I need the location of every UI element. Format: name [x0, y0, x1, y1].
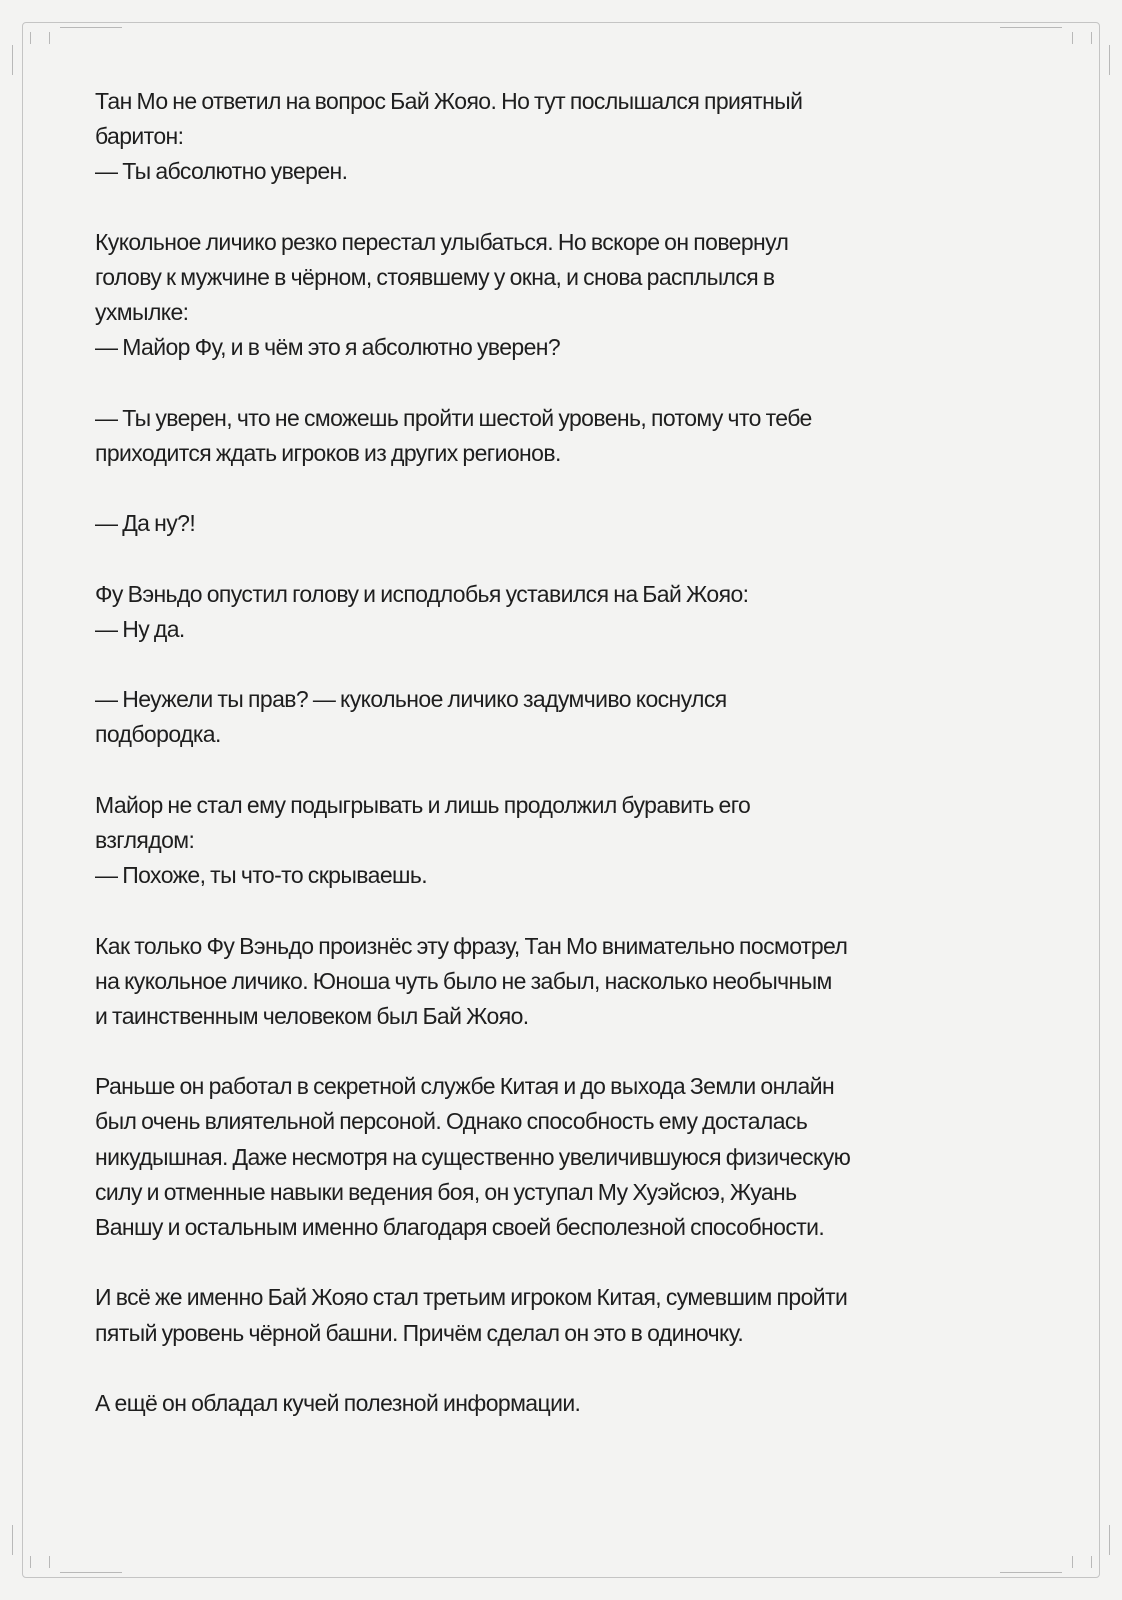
text-line: взглядом: — [95, 826, 195, 853]
corner-ornament — [30, 32, 50, 44]
text-line: приходится ждать игроков из других регионов. — [95, 439, 561, 466]
text-line: был очень влиятельной персоной. Однако способность ему досталась — [95, 1108, 808, 1135]
corner-ornament — [12, 45, 13, 75]
text-line: Фу Вэньдо опустил голову и исподлобья уставился на Бай Жояо: — [95, 580, 749, 607]
text-line: — Майор Фу, и в чём это я абсолютно уверен? — [95, 334, 561, 361]
corner-ornament — [60, 1572, 122, 1573]
text-line: — Похоже, ты что-то скрываешь. — [95, 862, 428, 889]
text-line: А ещё он обладал кучей полезной информации. — [95, 1389, 581, 1416]
paragraph-gap — [95, 753, 1055, 788]
text-line: на кукольное личико. Юноша чуть было не забыл, насколько необычным — [95, 967, 832, 994]
text-line: ухмылке: — [95, 299, 189, 326]
corner-ornament — [1109, 45, 1110, 75]
corner-ornament — [1109, 1525, 1110, 1555]
corner-ornament — [1072, 1556, 1092, 1568]
paragraph-gap — [95, 541, 1055, 576]
paragraph-gap — [95, 893, 1055, 928]
paragraph-gap — [95, 1034, 1055, 1069]
text-line: пятый уровень чёрной башни. Причём сделал он это в одиночку. — [95, 1319, 744, 1346]
text-line: И всё же именно Бай Жояо стал третьим игроком Китая, сумевшим пройти — [95, 1284, 848, 1311]
paragraph-gap — [95, 366, 1055, 401]
paragraph-gap — [95, 1351, 1055, 1386]
text-line: — Ты абсолютно уверен. — [95, 158, 348, 185]
text-line: голову к мужчине в чёрном, стоявшему у окна, и снова расплылся в — [95, 263, 775, 290]
text-line: — Неужели ты прав? — кукольное личико задумчиво коснулся — [95, 686, 727, 713]
text-line: Кукольное личико резко перестал улыбаться. Но вскоре он повернул — [95, 228, 789, 255]
text-line: Раньше он работал в секретной службе Китая и до выхода Земли онлайн — [95, 1073, 835, 1100]
paragraph-gap — [95, 647, 1055, 682]
text-line: баритон: — [95, 123, 184, 150]
text-line: — Ну да. — [95, 615, 185, 642]
text-line: — Ты уверен, что не сможешь пройти шестой уровень, потому что тебе — [95, 404, 812, 431]
document-body — [95, 84, 1055, 1421]
paragraph-gap — [95, 190, 1055, 225]
text-line: Как только Фу Вэньдо произнёс эту фразу, Тан Мо внимательно посмотрел — [95, 932, 848, 959]
corner-ornament — [60, 27, 122, 28]
text-line: Ваншу и остальным именно благодаря своей бесполезной способности. — [95, 1214, 825, 1240]
text-line: Майор не стал ему подыгрывать и лишь продолжил буравить его — [95, 791, 751, 818]
corner-ornament — [30, 1556, 50, 1568]
corner-ornament — [1000, 1572, 1062, 1573]
text-line: Тан Мо не ответил на вопрос Бай Жояо. Но тут послышался приятный — [95, 88, 803, 114]
text-line: — Да ну?! — [95, 510, 196, 537]
text-line: никудышная. Даже несмотря на существенно увеличившуюся физическую — [95, 1143, 851, 1170]
paragraph-gap — [95, 471, 1055, 506]
corner-ornament — [1000, 27, 1062, 28]
paragraph-gap — [95, 1245, 1055, 1280]
corner-ornament — [12, 1525, 13, 1555]
corner-ornament — [1072, 32, 1092, 44]
text-line: силу и отменные навыки ведения боя, он уступал Му Хуэйсюэ, Жуань — [95, 1178, 797, 1205]
text-line: и таинственным человеком был Бай Жояо. — [95, 1002, 529, 1029]
text-line: подбородка. — [95, 721, 221, 748]
